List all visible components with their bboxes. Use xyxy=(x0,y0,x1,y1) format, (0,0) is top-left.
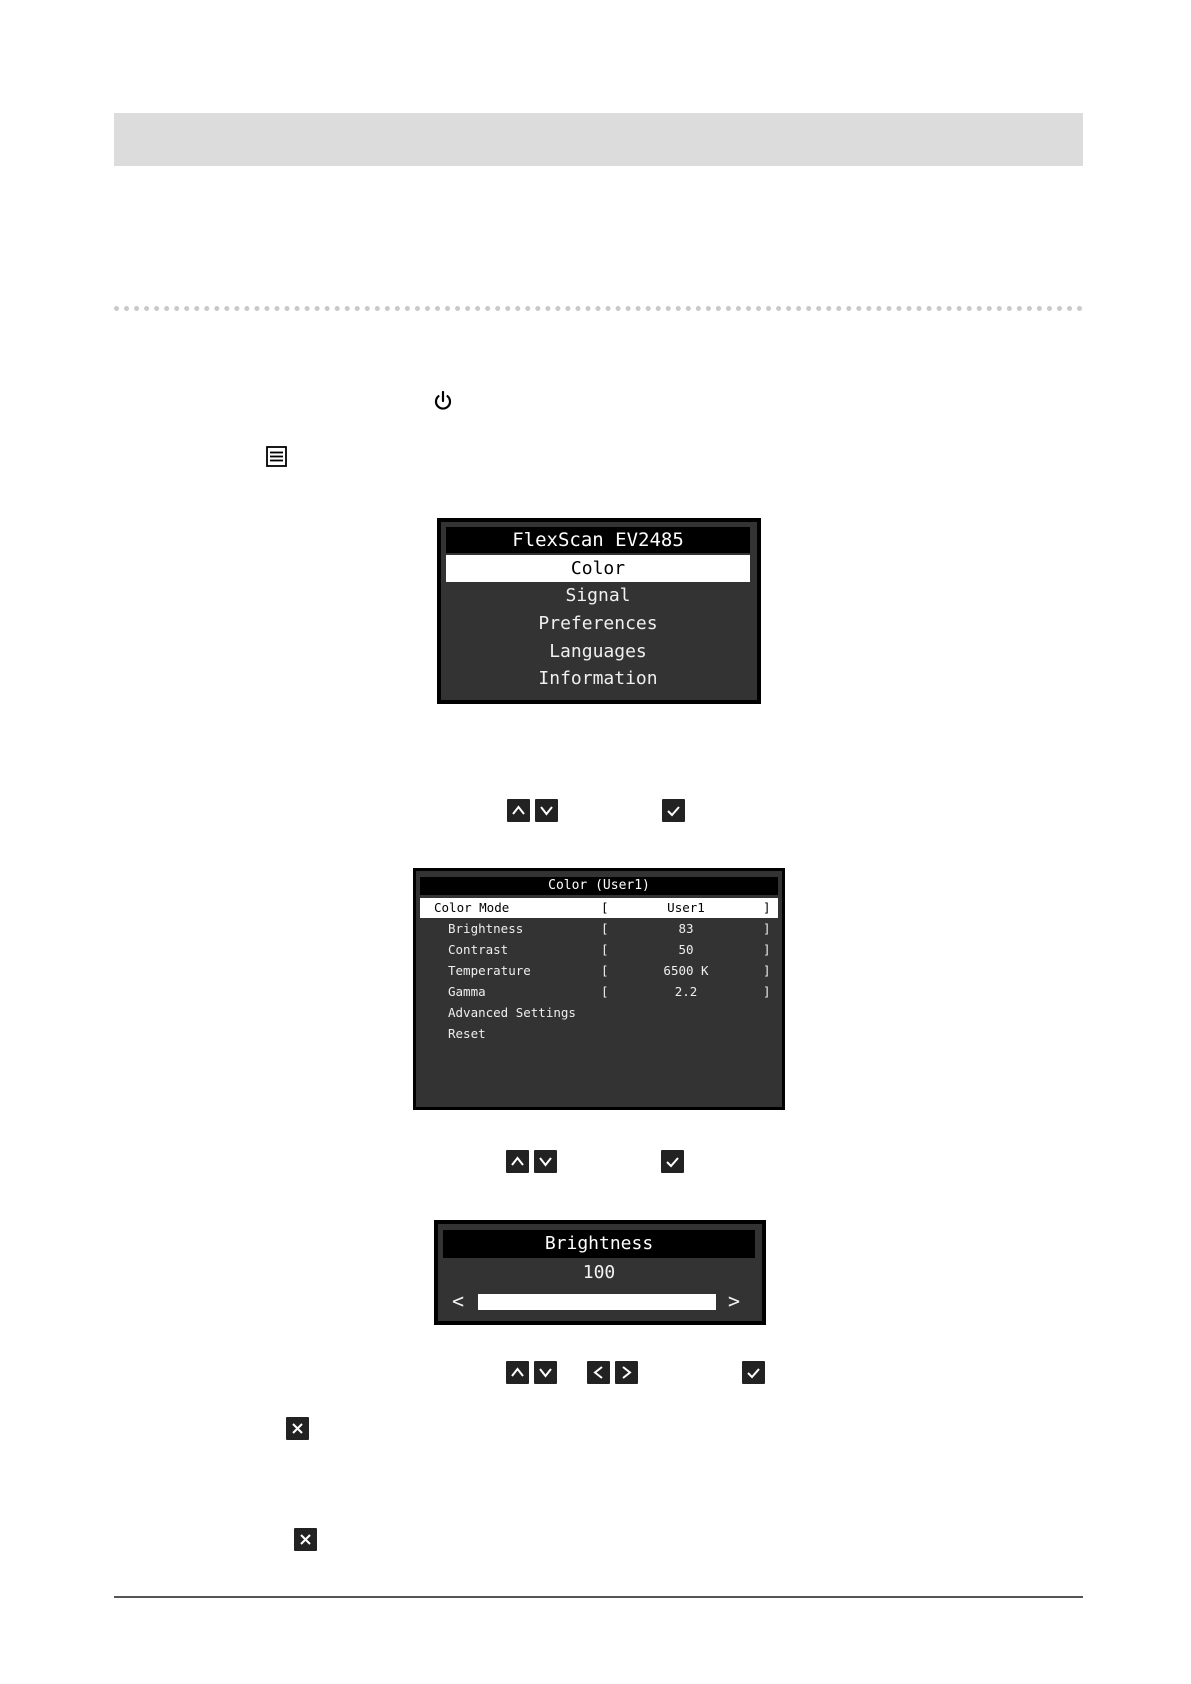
enter-key-icon xyxy=(661,1150,684,1173)
enter-key-icon xyxy=(662,799,685,822)
down-key-icon xyxy=(534,1150,557,1173)
close-key-icon xyxy=(294,1528,317,1551)
color-mode-row[interactable]: Color Mode [ User1 ] xyxy=(420,898,778,918)
increase-arrow[interactable]: > xyxy=(728,1289,741,1313)
brightness-adjust-value: 100 xyxy=(582,1262,616,1283)
menu-item-information[interactable]: Information xyxy=(538,668,658,689)
down-key-icon xyxy=(535,799,558,822)
brightness-slider-fill xyxy=(478,1294,716,1310)
gamma-row[interactable]: Gamma [ 2.2 ] xyxy=(448,984,771,999)
up-key-icon xyxy=(506,1150,529,1173)
brightness-slider[interactable] xyxy=(478,1294,716,1310)
main-menu-osd xyxy=(437,518,761,704)
down-key-icon xyxy=(534,1361,557,1384)
menu-item-preferences[interactable]: Preferences xyxy=(538,613,658,634)
menu-icon xyxy=(266,446,287,467)
advanced-settings-row[interactable]: Advanced Settings xyxy=(448,1005,576,1020)
footer-rule xyxy=(114,1596,1083,1598)
color-menu-title: Color (User1) xyxy=(420,877,778,895)
menu-item-color[interactable]: Color xyxy=(446,555,750,582)
brightness-row[interactable]: Brightness [ 83 ] xyxy=(448,921,771,936)
right-key-icon xyxy=(615,1361,638,1384)
decrease-arrow[interactable]: < xyxy=(452,1289,465,1313)
up-key-icon xyxy=(507,799,530,822)
power-icon xyxy=(432,390,454,412)
up-key-icon xyxy=(506,1361,529,1384)
contrast-row[interactable]: Contrast [ 50 ] xyxy=(448,942,771,957)
section-header-band xyxy=(114,113,1083,166)
main-menu-title: FlexScan EV2485 xyxy=(446,527,750,553)
dotted-divider xyxy=(114,306,1083,311)
temperature-row[interactable]: Temperature [ 6500 K ] xyxy=(448,963,771,978)
close-key-icon xyxy=(286,1417,309,1440)
brightness-adjust-osd xyxy=(434,1220,766,1325)
brightness-adjust-title: Brightness xyxy=(443,1230,755,1258)
enter-key-icon xyxy=(742,1361,765,1384)
reset-row[interactable]: Reset xyxy=(448,1026,486,1041)
left-key-icon xyxy=(587,1361,610,1384)
menu-item-signal[interactable]: Signal xyxy=(565,585,631,606)
menu-item-languages[interactable]: Languages xyxy=(549,641,647,662)
color-menu-osd xyxy=(413,868,785,1110)
